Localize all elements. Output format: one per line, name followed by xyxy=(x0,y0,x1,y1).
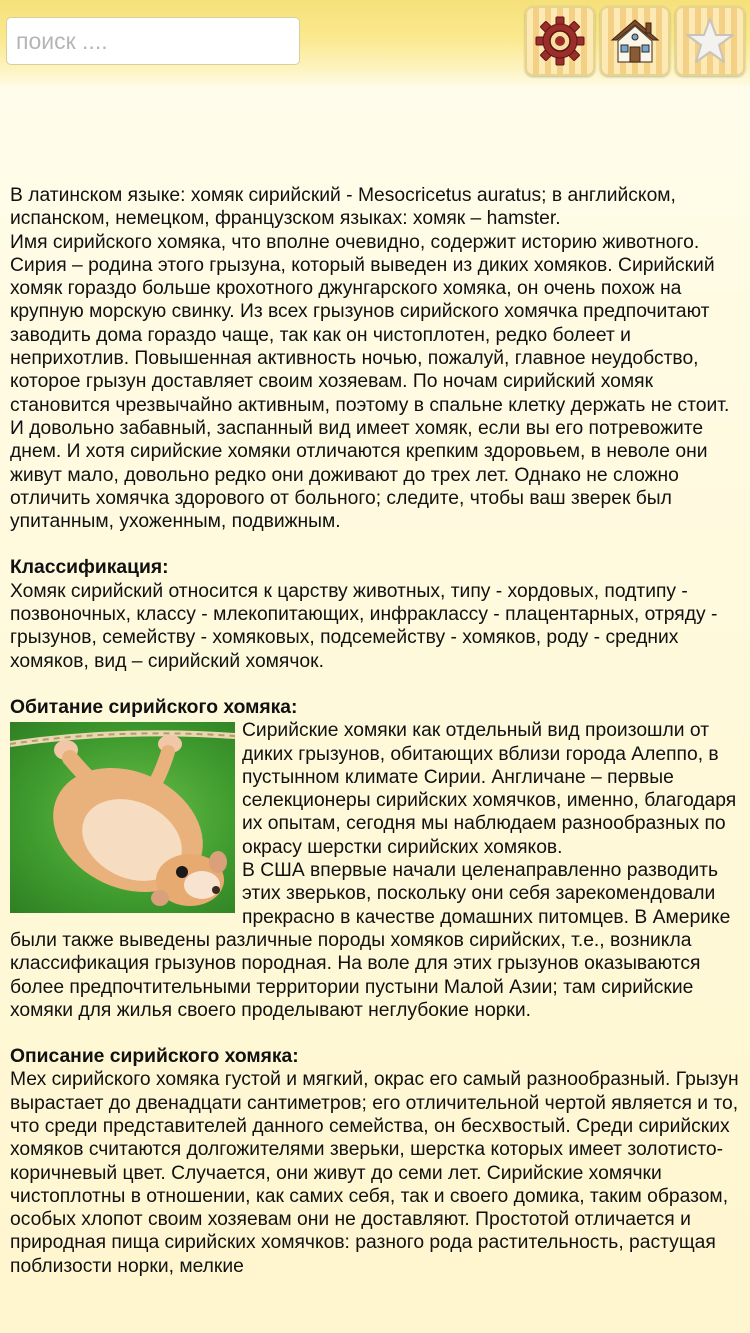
gear-icon xyxy=(533,14,587,68)
habitat-heading: Обитание сирийского хомяка: xyxy=(10,696,298,718)
name-origin-paragraph: Имя сирийского хомяка, что вполне очевидно, содержит историю животного. Сирия – родина этого грызуна, который выведен из диких хомяков. Сирийский хомяк гораздо больше крохотного джунгарского хомяка, он очень похож на крупную морскую свинку. Из всех грызунов сирийского хомячка предпочитают заводить дома гораздо чаще, так как он чистоплотен, редко болеет и неприхотлив. Повышенная активность ночью, пожалуй, главное неудобство, которое грызун доставляет своим хозяевам. По ночам сирийский хомяк становится чрезвычайно активным, поэтому в спальне клетку держать не стоит. И довольно забавный, заспанный вид имеет хомяк, если вы его потревожите днем. И хотя сирийские хомяки отличаются крепким здоровьем, в неволе они живут мало, довольно редко они доживают до трех лет. Однако не сложно отличить хомячка здорового от больного; следите, чтобы ваш зверек был упитанным, ухоженным, подвижным. xyxy=(10,231,730,533)
home-button[interactable] xyxy=(600,6,670,76)
description-heading: Описание сирийского хомяка: xyxy=(10,1046,299,1068)
article-body xyxy=(10,184,742,1278)
classification-heading: Классификация: xyxy=(10,557,169,579)
settings-button[interactable] xyxy=(525,6,595,76)
description-paragraph: Мех сирийского хомяка густой и мягкий, окрас его самый разнообразный. Грызун вырастает до двенадцати сантиметров; его отличительной чертой является и то, что среди представителей данного семейства, он бесхвостый. Среди сирийских хомяков считаются долгожителями зверьки, шерстка которых имеет золотисто-коричневый цвет. Случается, они живут до семи лет. Сирийские хомячки чистоплотны в отношении, как самих себя, так и своего домика, таким образом, особых хлопот своим хозяевам они не доставляют. Простотой отличается и природная пища сирийских хомячков: разного рода растительность, растущая поблизости норки, мелкие xyxy=(10,1069,739,1277)
search-input[interactable] xyxy=(6,17,300,65)
classification-paragraph: Хомяк сирийский относится к царству животных, типу - хордовых, подтипу - позвоночных, классу - млекопитающих, инфраклассу - плацентарных, отряду - грызунов, семейству - хомяковых, подсемейству - хомяков, роду - средних хомяков, вид – сирийский хомячок. xyxy=(10,580,718,672)
intro-paragraph: В латинском языке: хомяк сирийский - Mesocricetus auratus; в английском, испанском, немецком, французском языках: хомяк – hamster. xyxy=(10,185,676,230)
habitat-paragraph-1: Сирийские хомяки как отдельный вид произошли от диких грызунов, обитающих вблизи города Алеппо, в пустынном климате Сирии. Англичане – первые селекционеры сирийских хомячков, именно, благодаря их опытам, сегодня мы наблюдаем разнообразных по окрасу шерстки сирийских хомяков. xyxy=(242,720,737,858)
habitat-paragraph-2: В США впервые начали целенаправленно разводить этих зверьков, поскольку они себя зарекомендовали прекрасно в качестве домашних питомцев. В Америке были также выведены различные породы хомяков сирийских, т.е., возникла классификация грызунов породная. На воле для этих грызунов оказываются более предпочтительными территории пустыни Малой Азии; там сирийские хомяки для жилья своего проделывают неглубокие норки. xyxy=(10,860,731,1021)
favorite-button[interactable] xyxy=(675,6,745,76)
house-icon xyxy=(608,14,662,68)
hamster-photo xyxy=(10,722,235,913)
star-icon xyxy=(683,14,737,68)
top-toolbar xyxy=(0,0,750,86)
hamster-image xyxy=(10,722,235,913)
